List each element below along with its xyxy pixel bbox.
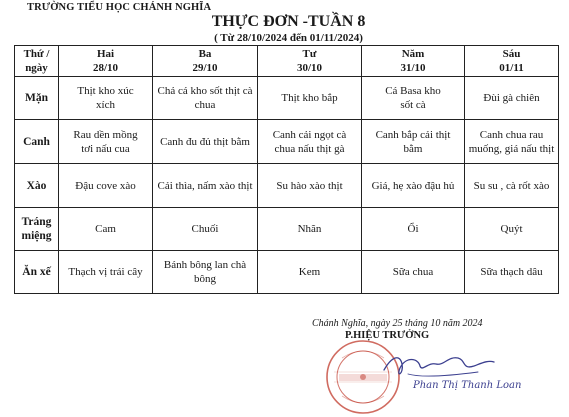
signer-role: P.HIỆU TRƯỞNG <box>345 330 430 341</box>
day-name: Tư <box>302 48 317 60</box>
row-label-trang-mieng: Tráng miệng <box>15 208 59 251</box>
day-date: 28/10 <box>92 62 119 74</box>
menu-cell: Nhãn <box>258 208 362 251</box>
header-row <box>15 46 559 77</box>
row-label-canh: Canh <box>15 120 59 164</box>
menu-cell: Cam <box>59 208 153 251</box>
menu-cell: Su su , cà rốt xào <box>465 164 559 208</box>
table-row <box>15 120 559 164</box>
menu-cell: Bánh bông lan chà bông <box>153 251 258 294</box>
corner-label-bottom: ngày <box>25 62 48 74</box>
day-header-fri <box>465 46 559 77</box>
menu-cell: Thạch vị trái cây <box>59 251 153 294</box>
day-header-tue <box>153 46 258 77</box>
menu-table <box>14 45 559 294</box>
menu-cell: Canh cải ngọt cà chua nấu thịt gà <box>258 120 362 164</box>
day-date: 30/10 <box>296 62 323 74</box>
date-range: ( Từ 28/10/2024 đến 01/11/2024) <box>214 32 363 44</box>
menu-cell: Canh bắp cải thịt bằm <box>362 120 465 164</box>
menu-cell: Thịt kho bắp <box>258 77 362 120</box>
day-header-wed <box>258 46 362 77</box>
day-name: Sáu <box>502 48 521 60</box>
table-row <box>15 77 559 120</box>
day-name: Hai <box>96 48 115 60</box>
place-date: Chánh Nghĩa, ngày 25 tháng 10 năm 2024 <box>312 318 483 329</box>
menu-cell: Giá, hẹ xào đậu hủ <box>362 164 465 208</box>
menu-cell: Canh đu đủ thịt bằm <box>153 120 258 164</box>
table-row <box>15 251 559 294</box>
day-name: Ba <box>198 48 212 60</box>
day-header-thu <box>362 46 465 77</box>
menu-cell: Chả cá kho sốt thịt cà chua <box>153 77 258 120</box>
menu-cell: Sữa thạch dâu <box>465 251 559 294</box>
table-row <box>15 208 559 251</box>
menu-cell: Cải thìa, nấm xào thịt <box>153 164 258 208</box>
menu-cell: Su hào xào thịt <box>258 164 362 208</box>
menu-cell: Chuối <box>153 208 258 251</box>
menu-cell: Thịt kho xúc xích <box>59 77 153 120</box>
day-header-mon <box>59 46 153 77</box>
page-title: THỰC ĐƠN -TUẦN 8 <box>211 13 366 30</box>
signer-name: Phan Thị Thanh Loan <box>413 380 522 391</box>
menu-cell: Đùi gà chiên <box>465 77 559 120</box>
row-label-man: Mặn <box>15 77 59 120</box>
menu-cell: Rau dền mồng tơi nấu cua <box>59 120 153 164</box>
menu-cell: Cá Basa kho sốt cà <box>362 77 465 120</box>
day-date: 01/11 <box>499 62 524 74</box>
table-row <box>15 164 559 208</box>
menu-cell: Canh chua rau muống, giá nấu thịt <box>465 120 559 164</box>
menu-cell: Ổi <box>362 208 465 251</box>
menu-cell: Sữa chua <box>362 251 465 294</box>
row-label-xao: Xào <box>15 164 59 208</box>
row-label-an-xe: Ăn xế <box>15 251 59 294</box>
menu-cell: Kem <box>258 251 362 294</box>
corner-cell <box>15 46 59 77</box>
signature <box>378 348 498 384</box>
corner-label-top: Thứ / <box>23 48 50 60</box>
menu-cell: Đậu cove xào <box>59 164 153 208</box>
day-date: 29/10 <box>192 62 218 74</box>
school-name: TRƯỜNG TIỂU HỌC CHÁNH NGHĨA <box>27 2 212 13</box>
menu-cell: Quýt <box>465 208 559 251</box>
day-date: 31/10 <box>400 62 426 74</box>
day-name: Năm <box>401 48 425 60</box>
